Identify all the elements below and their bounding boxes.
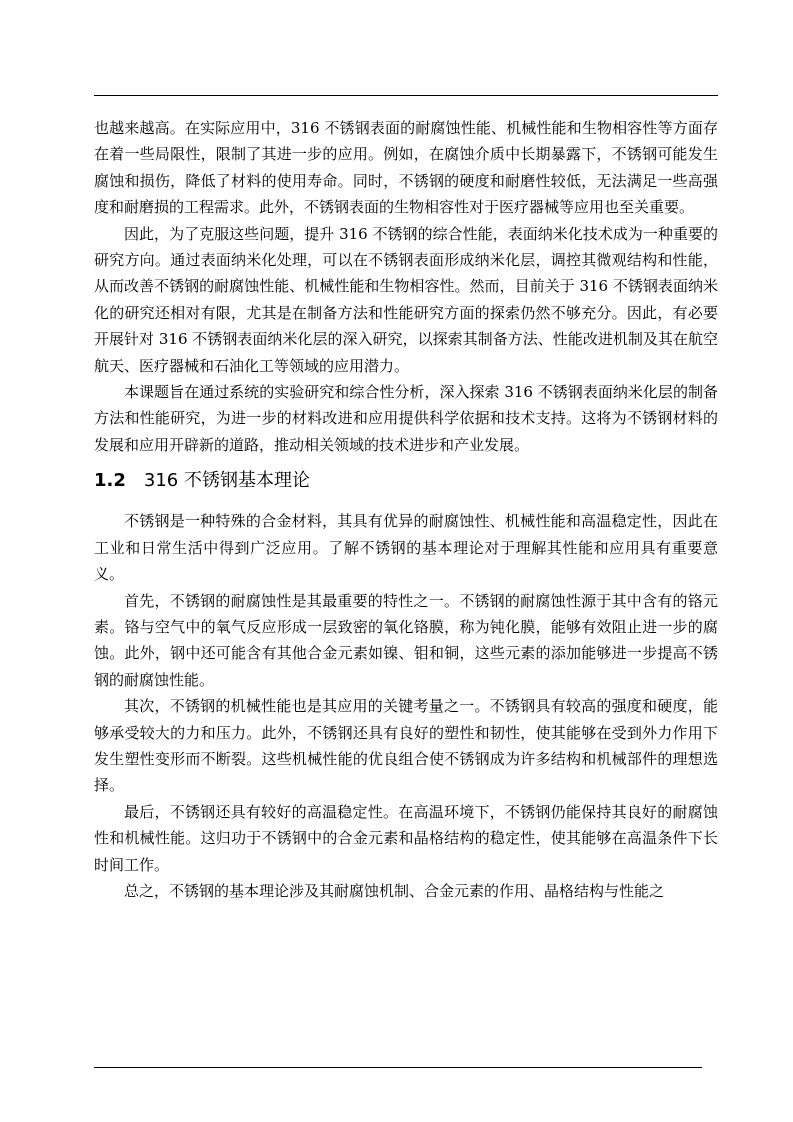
footer-rule [94, 1067, 702, 1068]
section-number: 1.2 [94, 470, 126, 492]
section-heading [94, 466, 718, 496]
paragraph: 也越来越高。在实际应用中，316 不锈钢表面的耐腐蚀性能、机械性能和生物相容性等方面存在着一些局限性，限制了其进一步的应用。例如，在腐蚀介质中长期暴露下，不锈钢可能发生腐蚀和损伤，降低了材料的使用寿命。同时，不锈钢的硬度和耐磨性较低，无法满足一些高强度和耐磨损的工程需求。此外，不锈钢表面的生物相容性对于医疗器械等应用也至关重要。 [94, 119, 718, 217]
paragraph: 其次，不锈钢的机械性能也是其应用的关键考量之一。不锈钢具有较高的强度和硬度，能够承受较大的力和压力。此外，不锈钢还具有良好的塑性和韧性，使其能够在受到外力作用下发生塑性变形而不断裂。这些机械性能的优良组合使不锈钢成为许多结构和机械部件的理想选择。 [94, 697, 718, 795]
paragraph: 因此，为了克服这些问题，提升 316 不锈钢的综合性能，表面纳米化技术成为一种重要的研究方向。通过表面纳米化处理，可以在不锈钢表面形成纳米化层，调控其微观结构和性能，从而改善不锈钢的耐腐蚀性能、机械性能和生物相容性。然而，目前关于 316 不锈钢表面纳米化的研究还相对有限，尤其是在制备方法和性能研究方面的探索仍然不够充分。因此，有必要开展针对 316 不锈钢表面纳米化层的深入研究，以探索其制备方法、性能改进机制及其在航空航天、医疗器械和石油化工等领域的应用潜力。 [94, 224, 718, 375]
header-rule [94, 95, 718, 96]
page-body [94, 115, 718, 904]
paragraph: 本课题旨在通过系统的实验研究和综合性分析，深入探索 316 不锈钢表面纳米化层的制备方法和性能研究，为进一步的材料改进和应用提供科学依据和技术支持。这将为不锈钢材料的发展和应用开辟新的道路，推动相关领域的技术进步和产业发展。 [94, 383, 718, 454]
paragraph: 总之，不锈钢的基本理论涉及其耐腐蚀机制、合金元素的作用、晶格结构与性能之 [124, 881, 665, 900]
section-title: 316 不锈钢基本理论 [143, 470, 310, 492]
paragraph: 最后，不锈钢还具有较好的高温稳定性。在高温环境下，不锈钢仍能保持其良好的耐腐蚀性和机械性能。这归功于不锈钢中的合金元素和晶格结构的稳定性，使其能够在高温条件下长时间工作。 [94, 802, 718, 874]
paragraph: 首先，不锈钢的耐腐蚀性是其最重要的特性之一。不锈钢的耐腐蚀性源于其中含有的铬元素。铬与空气中的氧气反应形成一层致密的氧化铬膜，称为钝化膜，能够有效阻止进一步的腐蚀。此外，钢中还可能含有其他合金元素如镍、钼和铜，这些元素的添加能够进一步提高不锈钢的耐腐蚀性能。 [94, 591, 718, 689]
paragraph: 不锈钢是一种特殊的合金材料，其具有优异的耐腐蚀性、机械性能和高温稳定性，因此在工业和日常生活中得到广泛应用。了解不锈钢的基本理论对于理解其性能和应用具有重要意义。 [94, 512, 718, 584]
